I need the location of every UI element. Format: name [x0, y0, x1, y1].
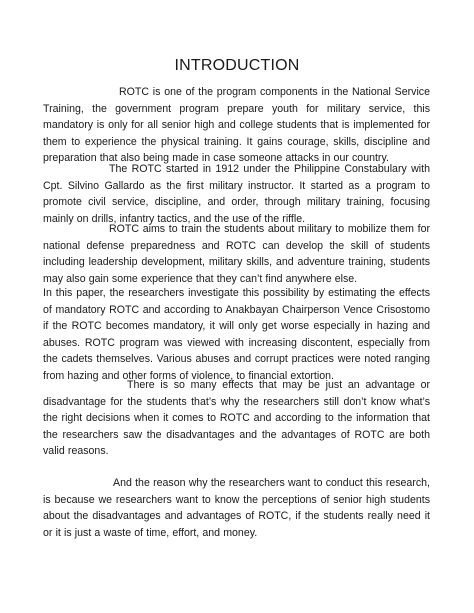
- paragraph-5: There is so many effects that may be just an advantage or disadvantage for the students that’s why the researchers still don’t know what’s the right decisions when it comes to ROTC and according to the information that the researchers saw the disadvantages and the advantages of ROTC are both valid reasons.: [43, 379, 430, 458]
- paragraph-4: In this paper, the researchers investigate this possibility by estimating the effects of mandatory ROTC and according to Anakbayan Chairperson Vence Crisostomo if the ROTC becomes mandatory, it will only get worse especially in hazing and abuses. ROTC program was viewed with increasing discontent, especially from the cadets themselves. Various abuses and corrupt practices were noted ranging from hazing and other forms of violence, to financial extortion.: [43, 287, 430, 382]
- paragraph-1: ROTC is one of the program components in the National Service Training, the government program prepare youth for military service, this mandatory is only for all senior high and college students that is implemented for them to experience the physical training. It gains courage, skills, discipline and preparation that also being made in case someone attacks in our country.: [43, 86, 430, 165]
- paragraph-2: The ROTC started in 1912 under the Philippine Constabulary with Cpt. Silvino Gallardo as the first military instructor. It started as a program to promote civil service, discipline, and order, through military training, focusing mainly on drills, infantry tactics, and the use of the riffle.: [43, 163, 430, 225]
- paragraph-3: ROTC aims to train the students about military to mobilize them for national defense preparedness and ROTC can develop the skill of students including leadership development, military skills, and adventure training, students may also gain some experience that they can’t find anywhere else.: [43, 223, 430, 285]
- paragraph-6: And the reason why the researchers want to conduct this research, is because we researchers want to know the perceptions of senior high students about the disadvantages and advantages of ROTC, if the students really need it or it is just a waste of time, effort, and money.: [43, 477, 430, 539]
- document-title: INTRODUCTION: [174, 57, 300, 74]
